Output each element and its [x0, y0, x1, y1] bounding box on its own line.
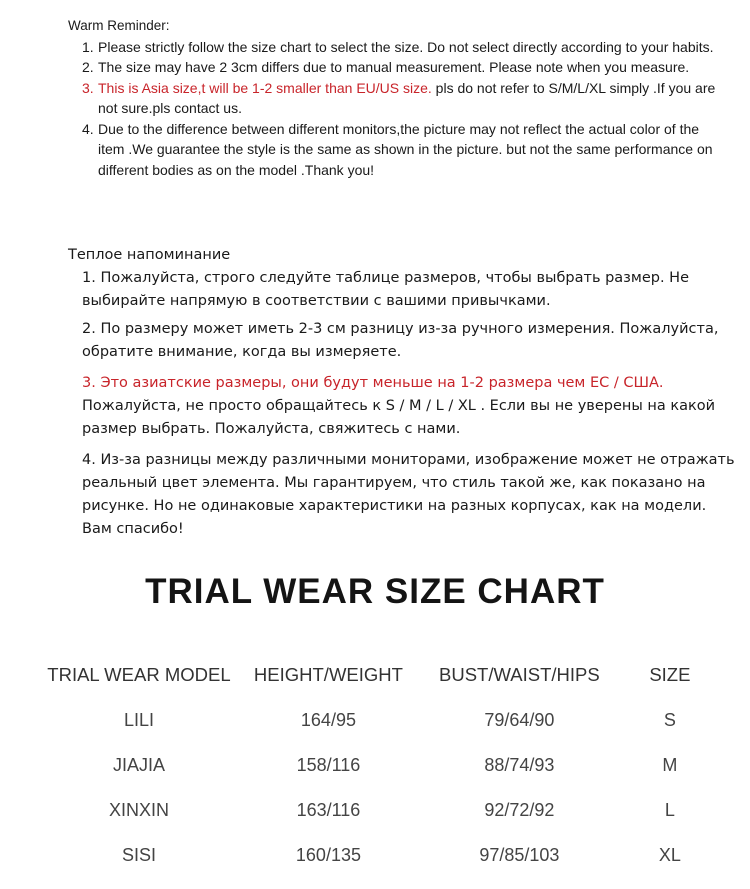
russian-reminder-item-1: 1. Пожалуйста, строго следуйте таблице размеров, чтобы выбрать размер. Не выбирайте напрямую в соответствии с вашими привычками. — [82, 270, 690, 309]
item-text: Пожалуйста, не просто обращайтесь к S / M / L / XL . Если вы не уверены на какой размер выбрать. Пожалуйста, свяжитесь с нами. — [82, 398, 716, 437]
item-number: 1. — [82, 38, 94, 55]
table-header-row — [40, 652, 720, 698]
asia-size-warning: This is Asia size,t will be 1-2 smaller than EU/US size. — [98, 79, 432, 96]
column-header-size: SIZE — [649, 664, 691, 685]
column-header-height-weight: HEIGHT/WEIGHT — [253, 664, 403, 685]
column-header-bust-waist-hips: BUST/WAIST/HIPS — [439, 664, 600, 685]
table-cell: 158/116 — [296, 755, 361, 775]
english-reminder-item-2 — [68, 57, 728, 78]
table-cell: 88/74/93 — [484, 755, 555, 775]
item-text: pls do not refer to S/M/L/XL simply .If you are not sure.pls contact us. — [98, 79, 716, 116]
russian-reminder-item-4: 4. Из-за разницы между различными мониторами, изображение может не отражать реальный цвет элемента. Мы гарантируем, что стиль такой же, как показано на рисунке. Но не одинаковые характеристики на разных корпусах, как на модели. Вам спасибо! — [82, 452, 735, 537]
table-row — [40, 743, 720, 788]
asia-size-warning-ru: 3. Это азиатские размеры, они будут меньше на 1-2 размера чем ЕС / США. — [82, 375, 664, 391]
russian-reminder-item-2: 2. По размеру может иметь 2-3 см разницу из-за ручного измерения. Пожалуйста, обратите внимание, когда вы измеряете. — [82, 321, 719, 360]
item-text: Due to the difference between different monitors,the picture may not reflect the actual color of the item .We guarantee the style is the same as shown in the picture. but not the same performance on different bodies as on the model .Thank you! — [98, 120, 713, 178]
table-cell: 160/135 — [295, 845, 361, 865]
item-number: 4. — [82, 120, 94, 137]
table-cell: JIAJIA — [112, 755, 165, 775]
size-chart-table — [40, 652, 720, 878]
table-row — [40, 788, 720, 833]
english-reminder-list — [68, 37, 728, 181]
table-cell: S — [663, 710, 676, 730]
table-cell: 79/64/90 — [484, 710, 555, 730]
item-number: 3. — [82, 79, 94, 96]
table-cell: XINXIN — [108, 800, 169, 820]
russian-reminder-item-3 — [68, 372, 738, 441]
english-reminder-heading: Warm Reminder: — [68, 18, 170, 33]
table-cell: LILI — [123, 710, 154, 730]
item-text: The size may have 2 3cm differs due to manual measurement. Please note when you measure. — [98, 59, 690, 75]
english-reminder — [68, 16, 728, 180]
russian-reminder-heading: Теплое напоминание — [68, 247, 231, 263]
russian-reminder — [68, 244, 738, 541]
table-cell: 164/95 — [300, 710, 356, 730]
table-cell: M — [662, 755, 678, 775]
table-cell: SISI — [121, 845, 156, 865]
english-reminder-item-1 — [68, 37, 728, 58]
item-text: Please strictly follow the size chart to select the size. Do not select directly according to your habits. — [98, 38, 714, 55]
table-cell: 163/116 — [296, 800, 361, 820]
table-cell: 97/85/103 — [479, 845, 560, 865]
column-header-model: TRIAL WEAR MODEL — [47, 664, 231, 685]
table-cell: XL — [658, 845, 681, 865]
table-row — [40, 698, 720, 743]
english-reminder-item-4 — [68, 119, 728, 181]
item-number: 2. — [82, 59, 94, 75]
english-reminder-item-3 — [68, 78, 728, 119]
table-row — [40, 833, 720, 878]
size-chart-title: TRIAL WEAR SIZE CHART — [145, 572, 605, 611]
table-cell: L — [664, 800, 675, 820]
table-cell: 92/72/92 — [484, 800, 555, 820]
